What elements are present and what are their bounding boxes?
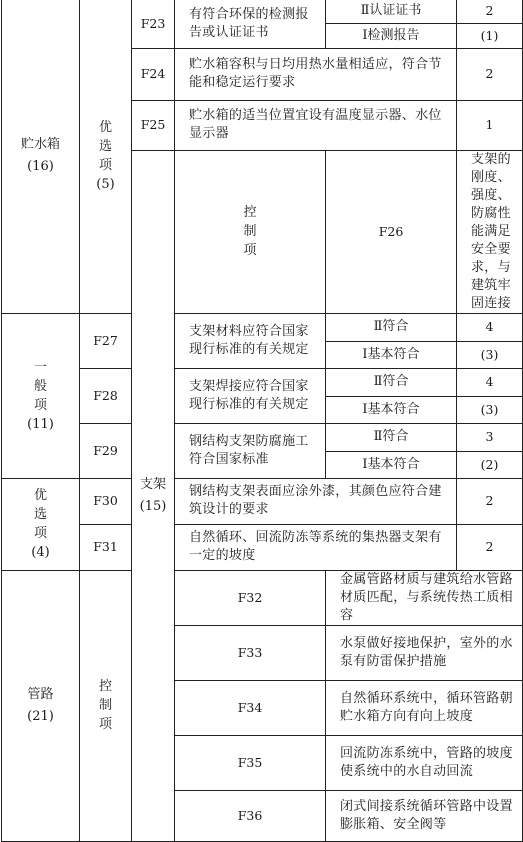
score-cell: (2) (457, 451, 523, 478)
item-code: F31 (80, 524, 132, 570)
category-cell (80, 0, 132, 313)
table-row (2, 423, 523, 451)
score-cell: 4 (457, 368, 523, 396)
level-label: Ⅱ认证证书 (326, 0, 457, 23)
group-name: 支架 (139, 476, 166, 492)
item-description: 贮水箱的适当位置宜设有温度显示器、水位显示器 (175, 100, 457, 150)
score-cell: 2 (457, 0, 523, 23)
group-cell-water-tank (2, 0, 80, 313)
item-description: 回流防冻系统中，管路的坡度使系统中的水自动回流 (326, 735, 523, 790)
item-code: F30 (80, 478, 132, 524)
score-cell: 2 (457, 524, 523, 570)
item-description: 支架材料应符合国家现行标准的有关规定 (175, 313, 326, 368)
item-code: F29 (80, 423, 132, 478)
item-code: F24 (132, 48, 175, 100)
table-row (2, 524, 523, 570)
group-cell-bracket (132, 150, 175, 841)
category-label: 优选项 (98, 120, 112, 174)
level-label: Ⅱ符合 (326, 368, 457, 396)
item-description: 闭式间接系统循环管路中设置膨胀箱、安全阀等 (326, 790, 523, 841)
group-cell-piping (2, 570, 80, 841)
score-cell: 2 (457, 48, 523, 100)
category-count: (11) (27, 416, 54, 432)
item-code: F33 (175, 625, 326, 680)
level-label: Ⅱ符合 (326, 313, 457, 341)
category-cell (175, 150, 326, 313)
item-code: F26 (326, 150, 457, 313)
level-label: Ⅰ检测报告 (326, 23, 457, 48)
group-name: 贮水箱 (20, 137, 60, 153)
category-label: 控制项 (98, 679, 112, 732)
item-description: 钢结构支架表面应涂外漆，其颜色应符合建筑设计的要求 (175, 478, 457, 524)
item-code: F27 (80, 313, 132, 368)
category-count: (5) (96, 177, 115, 193)
item-code: F36 (175, 790, 326, 841)
table-row (2, 313, 523, 341)
item-code: F32 (175, 570, 326, 625)
group-name: 管路 (27, 686, 54, 702)
table-row (2, 570, 523, 625)
table-row (2, 368, 523, 396)
table-row (2, 478, 523, 524)
item-description: 自然循环系统中，循环管路朝贮水箱方向有向上坡度 (326, 680, 523, 735)
group-count: (21) (27, 708, 54, 724)
level-label: Ⅰ基本符合 (326, 396, 457, 423)
item-description: 自然循环、回流防冻等系统的集热器支架有一定的坡度 (175, 524, 457, 570)
score-cell: (3) (457, 396, 523, 423)
evaluation-table-page (1, 0, 522, 842)
item-code: F23 (132, 0, 175, 48)
item-code: F34 (175, 680, 326, 735)
score-cell: 1 (457, 100, 523, 150)
table-row (2, 0, 523, 23)
score-cell: 2 (457, 478, 523, 524)
level-label: Ⅰ基本符合 (326, 451, 457, 478)
level-label: Ⅰ基本符合 (326, 341, 457, 368)
item-description: 贮水箱容积与日均用热水量相适应，符合节能和稳定运行要求 (175, 48, 457, 100)
category-cell (2, 313, 80, 478)
item-description: 有符合环保的检测报告或认证证书 (175, 0, 326, 48)
category-count: (4) (31, 545, 50, 560)
item-description: 钢结构支架防腐施工符合国家标准 (175, 423, 326, 478)
category-label: 控制项 (243, 205, 257, 258)
score-cell: (1) (457, 23, 523, 48)
item-description: 水泵做好接地保护，室外的水泵有防雷保护措施 (326, 625, 523, 680)
category-label: 一般项 (33, 359, 47, 413)
item-code: F25 (132, 100, 175, 150)
category-cell (80, 570, 132, 841)
score-cell: 3 (457, 423, 523, 451)
evaluation-table (1, 0, 523, 842)
group-count: (15) (139, 498, 167, 514)
item-description: 金属管路材质与建筑给水管路材质匹配，与系统传热工质相容 (326, 570, 523, 625)
score-cell: 4 (457, 313, 523, 341)
item-code: F35 (175, 735, 326, 790)
group-count: (16) (27, 159, 54, 175)
category-label: 优选项 (33, 488, 47, 541)
score-cell: (3) (457, 341, 523, 368)
item-description: 支架焊接应符合国家现行标准的有关规定 (175, 368, 326, 423)
level-label: Ⅱ符合 (326, 423, 457, 451)
category-cell (2, 478, 80, 570)
item-code: F28 (80, 368, 132, 423)
item-description: 支架的刚度、强度、防腐性能满足安全要求，与建筑牢固连接 (457, 150, 523, 313)
